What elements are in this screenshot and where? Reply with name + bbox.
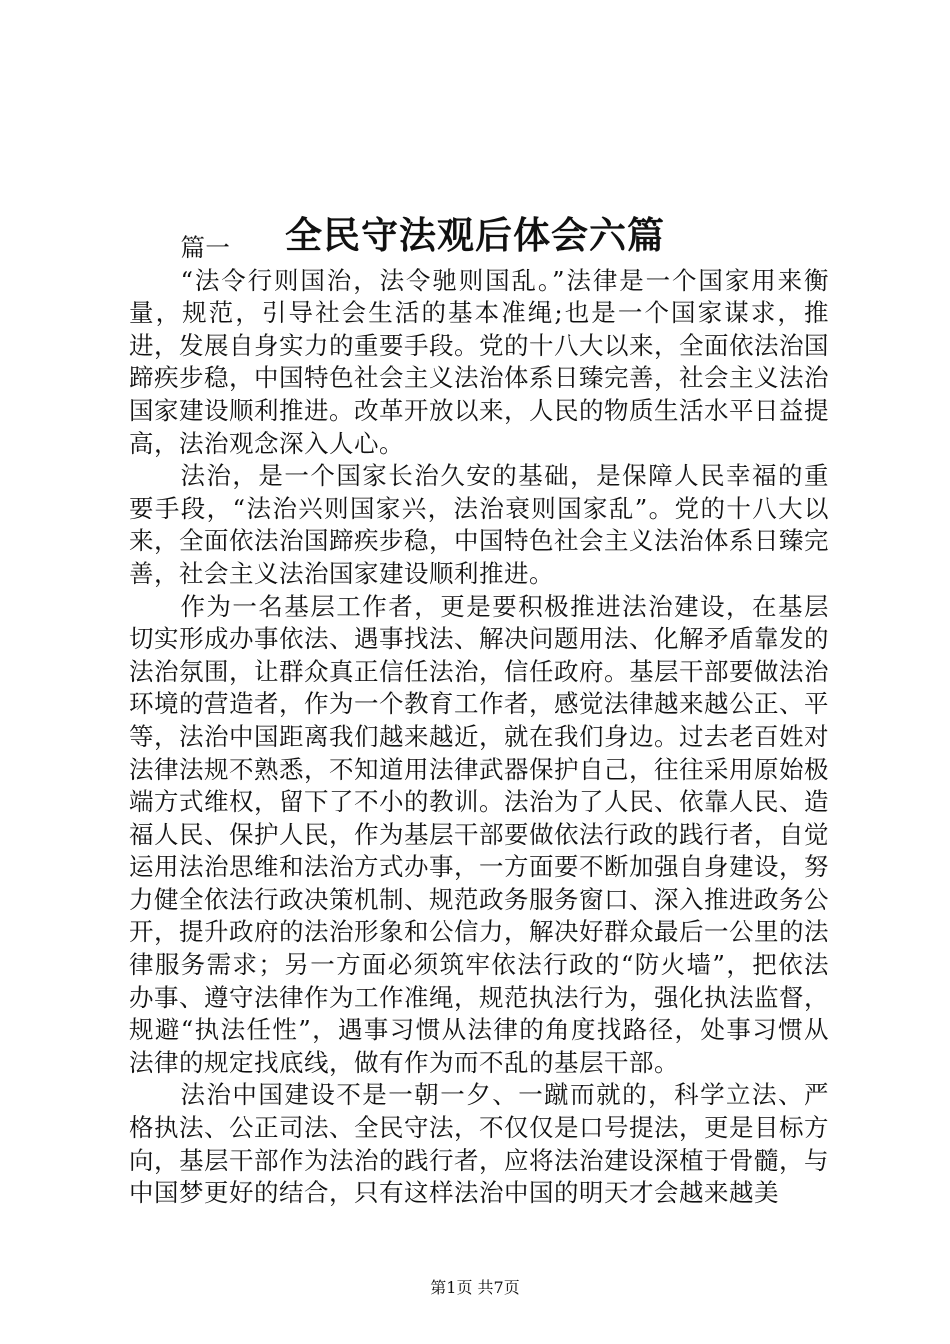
- document-body: [129, 232, 829, 1210]
- paragraph-4: 法治中国建设不是一朝一夕、一蹴而就的，科学立法、严格执法、公正司法、全民守法，不仅仅是口号提法，更是目标方向，基层干部作为法治的践行者，应将法治建设深植于骨髓，与中国梦更好的结合，只有这样法治中国的明天才会越来越美: [129, 1080, 829, 1208]
- paragraph-3: 作为一名基层工作者，更是要积极推进法治建设，在基层切实形成办事依法、遇事找法、解决问题用法、化解矛盾靠发的法治氛围，让群众真正信任法治，信任政府。基层干部要做法治环境的营造者，作为一个教育工作者，感觉法律越来越公正、平等，法治中国距离我们越来越近，就在我们身边。过去老百姓对法律法规不熟悉，不知道用法律武器保护自己，往往采用原始极端方式维权，留下了不小的教训。法治为了人民、依靠人民、造福人民、保护人民，作为基层干部要做依法行政的践行者，自觉运用法治思维和法治方式办事，一方面要不断加强自身建设，努力健全依法行政决策机制、规范政务服务窗口、深入推进政务公开，提升政府的法治形象和公信力，解决好群众最后一公里的法律服务需求；另一方面必须筑牢依法行政的“防火墙”，把依法办事、遵守法律作为工作准绳，规范执法行为，强化执法监督，规避“执法任性”，遇事习惯从法律的角度找路径，处事习惯从法律的规定找底线，做有作为而不乱的基层干部。: [129, 591, 829, 1077]
- page-footer: [0, 1277, 950, 1299]
- page-indicator: 第1页 共7页: [430, 1278, 520, 1297]
- section-label: 篇一: [180, 233, 231, 262]
- paragraph-1: “法令行则国治，法令驰则国乱。”法律是一个国家用来衡量，规范，引导社会生活的基本准绳;也是一个国家谋求，推进，发展自身实力的重要手段。党的十八大以来，全面依法治国蹄疾步稳，中国特色社会主义法治体系日臻完善，社会主义法治国家建设顺利推进。改革开放以来，人民的物质生活水平日益提高，法治观念深入人心。: [129, 265, 829, 458]
- document-title: 全民守法观后体会六篇: [285, 212, 665, 257]
- paragraph-2: 法治，是一个国家长治久安的基础，是保障人民幸福的重要手段，“法治兴则国家兴，法治衰则国家乱”。党的十八大以来，全面依法治国蹄疾步稳，中国特色社会主义法治体系日臻完善，社会主义法治国家建设顺利推进。: [129, 461, 829, 588]
